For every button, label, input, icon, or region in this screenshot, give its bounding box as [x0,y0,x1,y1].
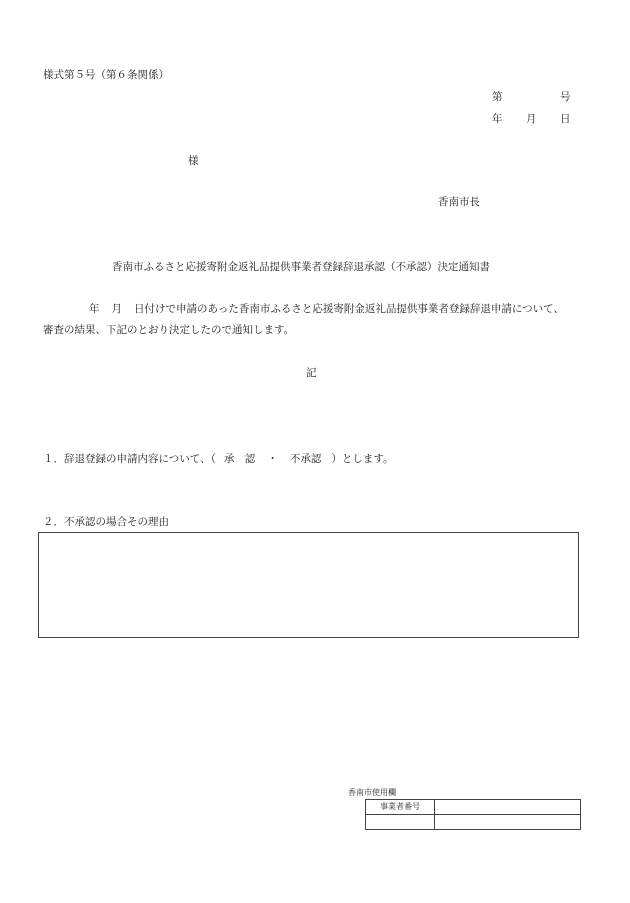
office-use-blank-field[interactable] [435,815,581,830]
body-date-month: 月 [111,303,122,315]
option-separator: ・ [267,453,278,465]
body-text-line1: 日付けで申請のあった香南市ふるさと応援寄附金返礼品提供事業者登録辞退申請について、 [134,303,564,315]
body-paragraph-line2: 審査の結果、下記のとおり決定したので通知します。 [43,324,295,336]
business-number-field[interactable] [435,800,581,815]
body-date-year: 年 [89,303,100,315]
form-number: 様式第５号（第６条関係） [43,69,169,81]
addressee-honorific: 様 [188,155,199,167]
item1-suffix: ）とします。 [331,453,394,465]
issue-date-month: 月 [526,113,537,125]
office-use-row [366,800,581,815]
issuer-name: 香南市長 [438,196,480,208]
office-use-caption: 香南市使用欄 [348,788,396,797]
ki-heading: 記 [306,367,317,379]
issue-date-year: 年 [492,113,503,125]
item1-decision [43,454,394,465]
issue-date-day: 日 [560,113,571,125]
body-paragraph-line1 [89,304,564,315]
office-use-table [365,799,581,830]
office-use-blank-label [366,815,435,830]
disapprove-option[interactable]: 不承認 [289,453,322,465]
document-number-suffix: 号 [560,91,571,103]
office-use-row [366,815,581,830]
business-number-label: 事業者番号 [366,800,435,815]
item1-prefix: １．辞退登録の申請内容について、（ [43,453,216,465]
item2-reason-label: ２．不承認の場合その理由 [43,516,169,528]
document-number-prefix: 第 [492,91,503,103]
document-title: 香南市ふるさと応援寄附金返礼品提供事業者登録辞退承認（不承認）決定通知書 [112,261,490,273]
approve-option[interactable]: 承 認 [223,453,256,465]
reason-text-area[interactable] [38,532,579,638]
